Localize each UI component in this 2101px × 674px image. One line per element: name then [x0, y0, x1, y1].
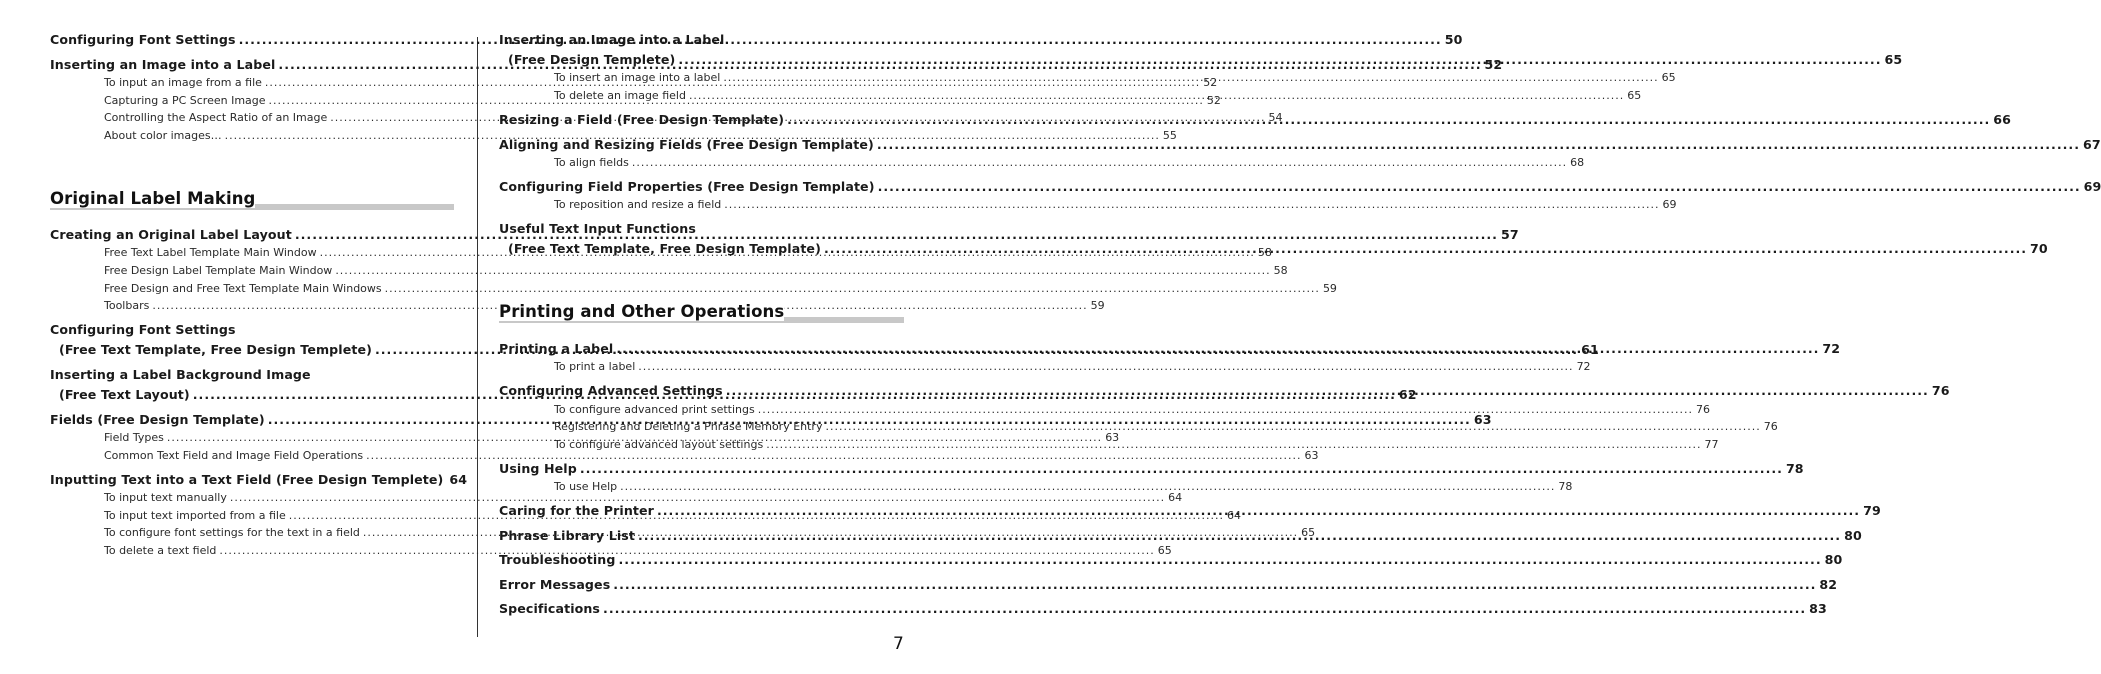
toc-subentry[interactable] — [104, 129, 1177, 142]
toc-entry-title: Using Help — [499, 461, 577, 476]
toc-entry-title: To input text manually — [104, 491, 227, 504]
toc-entry-page: 58 — [1257, 246, 1272, 259]
dot-leader — [878, 179, 2081, 194]
toc-entry-page: 50 — [1444, 32, 1463, 47]
toc-entry-page: 55 — [1162, 129, 1177, 142]
toc-entry-title: To print a label — [554, 360, 636, 373]
section-heading — [50, 186, 454, 210]
toc-entry-page: 64 — [449, 472, 468, 487]
toc-entry-title: (Free Design Templete) — [508, 52, 676, 67]
dot-leader — [723, 71, 1658, 84]
toc-entry[interactable] — [499, 137, 2101, 152]
toc-entry-title: To insert an image into a label — [554, 71, 721, 84]
toc-entry[interactable] — [499, 552, 1843, 567]
toc-entry-page: 69 — [1662, 198, 1677, 211]
toc-entry-page: 52 — [1484, 57, 1503, 72]
toc-subentry[interactable] — [104, 544, 1172, 557]
toc-entry-title: Free Design Label Template Main Window — [104, 264, 333, 277]
toc-entry-page: 61 — [1581, 342, 1599, 357]
toc-entry[interactable] — [50, 322, 454, 337]
toc-entry-page: 80 — [1844, 528, 1862, 543]
toc-entry[interactable] — [50, 367, 454, 382]
toc-entry-page: 79 — [1863, 503, 1881, 518]
toc-subentry[interactable] — [554, 480, 1573, 493]
toc-entry[interactable] — [499, 577, 1838, 592]
dot-leader — [580, 461, 1783, 476]
toc-entry[interactable] — [499, 601, 1827, 616]
toc-entry-page: 58 — [1273, 264, 1288, 277]
toc-entry-page: 82 — [1819, 577, 1838, 592]
toc-entry-page: 72 — [1576, 360, 1591, 373]
toc-subentry[interactable] — [104, 264, 1288, 277]
dot-leader — [616, 341, 1819, 356]
toc-entry[interactable] — [499, 32, 904, 47]
toc-entry[interactable] — [499, 179, 2101, 194]
toc-entry-title: To input an image from a file — [104, 76, 262, 89]
toc-entry-title: To delete an image field — [554, 89, 686, 102]
toc-entry-page: 78 — [1785, 461, 1804, 476]
toc-entry-title: Capturing a PC Screen Image — [104, 94, 266, 107]
section-heading — [499, 299, 904, 323]
dot-leader — [638, 360, 1573, 373]
toc-entry-title: Specifications — [499, 601, 601, 616]
toc-entry-page: 63 — [1105, 431, 1120, 444]
section-heading-text: Printing and Other Operations — [499, 302, 785, 321]
toc-entry-title: Configuring Field Properties (Free Design Template) — [499, 179, 875, 194]
toc-subentry[interactable] — [554, 403, 1710, 416]
dot-leader — [657, 503, 1860, 518]
toc-entry-title: Inserting an Image into a Label — [499, 32, 725, 47]
toc-entry-page: 65 — [1157, 544, 1172, 557]
section-heading-text: Original Label Making — [50, 189, 256, 208]
toc-entry-title: To align fields — [554, 156, 629, 169]
dot-leader — [689, 89, 1624, 102]
toc-entry-title: Fields (Free Design Template) — [50, 412, 265, 427]
toc-entry-title: Controlling the Aspect Ratio of an Image — [104, 111, 328, 124]
toc-entry-title: Resizing a Field (Free Design Template) — [499, 112, 785, 127]
toc-entry-title: (Free Text Template, Free Design Template) — [508, 241, 821, 256]
toc-entry-page: 52 — [1203, 76, 1218, 89]
dot-leader — [613, 577, 1816, 592]
toc-entry-page: 68 — [1570, 156, 1585, 169]
toc-entry-title: Troubleshooting — [499, 552, 616, 567]
toc-entry-page: 62 — [1398, 387, 1417, 402]
toc-entry-title: To delete a text field — [104, 544, 217, 557]
toc-subentry[interactable] — [554, 420, 1778, 433]
dot-leader — [758, 403, 1693, 416]
toc-entry-title: To input text imported from a file — [104, 509, 286, 522]
toc-entry-title: Inserting a Label Background Image — [50, 367, 311, 382]
toc-entry-title: To configure advanced print settings — [554, 403, 755, 416]
toc-entry-title: To use Help — [554, 480, 618, 493]
toc-entry-title: Toolbars — [104, 299, 150, 312]
toc-entry-page: 65 — [1301, 526, 1316, 539]
toc-entry-title: Inputting Text into a Text Field (Free Design Templete) — [50, 472, 444, 487]
toc-entry-title: Configuring Font Settings — [50, 322, 236, 337]
toc-entry-page: 78 — [1558, 480, 1573, 493]
toc-entry-title: Field Types — [104, 431, 164, 444]
toc-entry[interactable] — [499, 461, 1804, 476]
toc-entry-page: 70 — [2030, 241, 2048, 256]
toc-entry-title: Common Text Field and Image Field Operations — [104, 449, 364, 462]
dot-leader — [787, 112, 1990, 127]
toc-entry-page: 76 — [1763, 420, 1778, 433]
toc-entry-title: To configure advanced layout settings — [554, 438, 764, 451]
toc-entry-page: 65 — [1884, 52, 1903, 67]
toc-entry-title: Aligning and Resizing Fields (Free Design Template) — [499, 137, 874, 152]
toc-entry-page: 63 — [1473, 412, 1492, 427]
toc-entry-page: 54 — [1268, 111, 1283, 124]
dot-leader — [603, 601, 1806, 616]
toc-entry-title: Useful Text Input Functions — [499, 221, 696, 236]
toc-entry-page: 80 — [1824, 552, 1843, 567]
toc-entry-title: Printing a Label — [499, 341, 614, 356]
toc-entry-title: Error Messages — [499, 577, 611, 592]
toc-subentry[interactable] — [554, 156, 1585, 169]
page-number: 7 — [893, 634, 904, 654]
dot-leader — [335, 264, 1270, 277]
toc-entry-page: 64 — [1168, 491, 1183, 504]
toc-subentry[interactable] — [554, 438, 1719, 451]
toc-entry-page: 59 — [1090, 299, 1105, 312]
toc-entry-page: 52 — [1206, 94, 1221, 107]
toc-entry[interactable] — [499, 221, 904, 236]
toc-entry-title: About color images… — [104, 129, 222, 142]
toc-entry-page: 59 — [1322, 282, 1337, 295]
toc-entry-page: 76 — [1696, 403, 1710, 416]
toc-entry-page: 67 — [2082, 137, 2101, 152]
toc-subentry[interactable] — [104, 282, 1337, 295]
toc-entry-title: Phrase Library List — [499, 528, 635, 543]
toc-entry-page: 65 — [1661, 71, 1676, 84]
toc-entry-title: To reposition and resize a field — [554, 198, 722, 211]
toc-entry-title: Configuring Advanced Settings — [499, 383, 723, 398]
toc-entry-page: 76 — [1931, 383, 1950, 398]
toc-entry-page: 63 — [1304, 449, 1319, 462]
toc-subentry[interactable] — [104, 491, 1183, 504]
toc-entry-page: 64 — [1227, 509, 1242, 522]
toc-entry-title: Free Text Label Template Main Window — [104, 246, 317, 259]
toc-subentry[interactable] — [554, 360, 1591, 373]
toc-entry-title: Registering and Deleting a Phrase Memory Entry — [554, 420, 823, 433]
dot-leader — [825, 420, 1760, 433]
toc-entry-title: Free Design and Free Text Template Main Windows — [104, 282, 382, 295]
toc-entry-page: 65 — [1627, 89, 1642, 102]
dot-leader — [877, 137, 2080, 152]
toc-entry[interactable] — [50, 472, 468, 487]
dot-leader — [766, 438, 1701, 451]
toc-entry-title: Caring for the Printer — [499, 503, 654, 518]
toc-entry-page: 66 — [1993, 112, 2011, 127]
toc-entry-title: (Free Text Layout) — [59, 387, 190, 402]
dot-leader — [385, 282, 1320, 295]
dot-leader — [632, 156, 1567, 169]
dot-leader — [638, 528, 1841, 543]
toc-entry-page: 69 — [2083, 179, 2101, 194]
dot-leader — [620, 480, 1555, 493]
dot-leader — [678, 52, 1881, 67]
dot-leader — [726, 383, 1929, 398]
dot-leader — [724, 198, 1659, 211]
toc-subentry[interactable] — [104, 449, 1319, 462]
toc-entry-page: 83 — [1809, 601, 1827, 616]
toc-entry-title: Inserting an Image into a Label — [50, 57, 276, 72]
toc-entry-page: 77 — [1704, 438, 1719, 451]
dot-leader — [824, 241, 2027, 256]
toc-subentry[interactable] — [104, 431, 1120, 444]
toc-entry-page: 57 — [1500, 227, 1519, 242]
toc-subentry[interactable] — [554, 198, 1677, 211]
toc-entry-title: To configure font settings for the text in a field — [104, 526, 360, 539]
toc-entry-title: Configuring Font Settings — [50, 32, 236, 47]
dot-leader — [619, 552, 1822, 567]
toc-entry-title: Creating an Original Label Layout — [50, 227, 292, 242]
toc-entry-page: 72 — [1822, 341, 1841, 356]
toc-entry-title: (Free Text Template, Free Design Templete) — [59, 342, 372, 357]
